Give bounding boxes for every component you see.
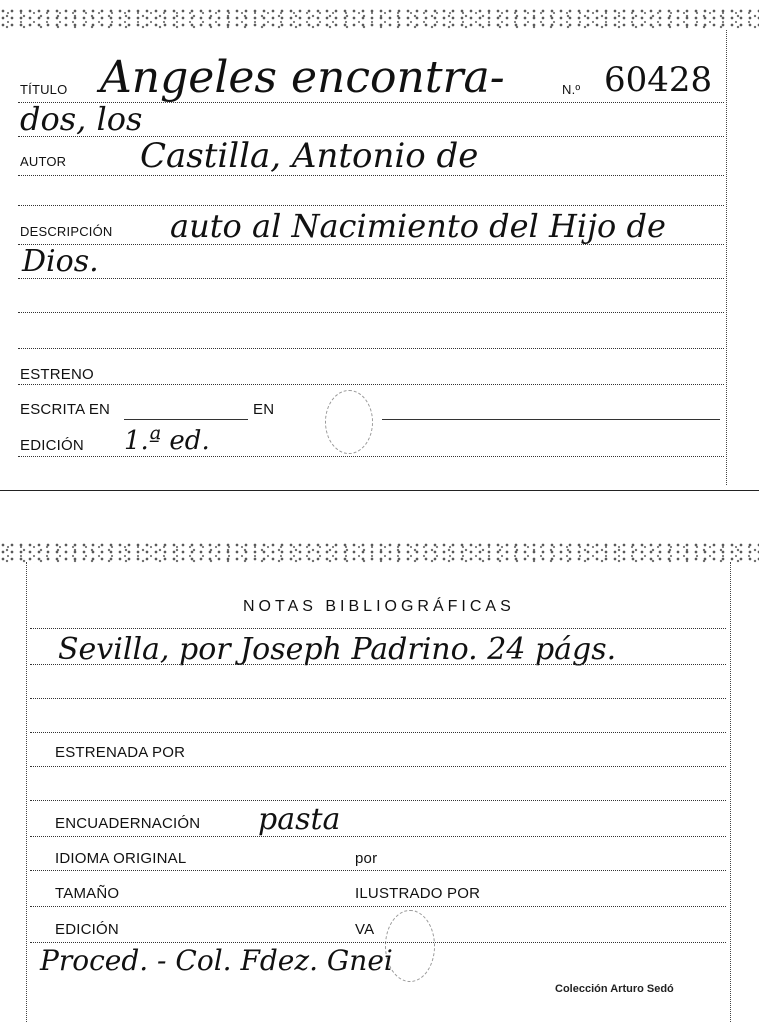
card-bottom-edge [0,490,759,491]
numero-label: N.º [562,82,581,97]
autor-value: Castilla, Antonio de [140,136,479,176]
encuadernacion-rule [30,836,726,837]
descripcion-label: DESCRIPCIÓN [20,224,113,239]
descripcion-value-line1: auto al Nacimiento del Hijo de [170,207,666,245]
autor-rule [18,175,724,176]
card-right-border [730,562,731,1022]
encuadernacion-value: pasta [258,802,341,837]
idioma-original-label: IDIOMA ORIGINAL [55,850,187,867]
edicion-value: 1.ª ed. [124,426,210,456]
valor-label: VA [355,921,375,938]
card-edge-speckle [0,542,759,564]
estrenada-por-label: ESTRENADA POR [55,744,186,761]
notas-rule-2 [30,664,726,665]
card-right-border [726,30,727,485]
edicion-rule [18,456,724,457]
ilustrado-por-label: ILUSTRADO POR [355,885,481,902]
notas-rule-4 [30,732,726,733]
estreno-rule [18,384,724,385]
descripcion-rule-2 [18,278,724,279]
card-left-border [26,562,27,1022]
estrenada-por-rule [30,766,726,767]
notas-rule-1 [30,628,726,629]
en-label: EN [253,401,275,418]
tamano-label: TAMAÑO [55,885,120,902]
punch-hole [325,390,373,454]
notas-heading: NOTAS BIBLIOGRÁFICAS [243,598,515,615]
notas-value-line1: Sevilla, por Joseph Padrino. 24 págs. [58,632,617,667]
encuadernacion-label: ENCUADERNACIÓN [55,815,201,832]
numero-value: 60428 [604,60,713,100]
escrita-en-rule [124,419,248,420]
blank-rule-2 [18,348,724,349]
procedencia-value: Proced. - Col. Fdez. Gnei [40,944,393,977]
tamano-rule [30,906,726,907]
descripcion-rule-3 [18,312,724,313]
escrita-en-label: ESCRITA EN [20,401,111,418]
descripcion-value-line2: Dios. [22,244,99,279]
card-edge-speckle [0,8,759,30]
en-rule [382,419,720,420]
edicion-label: EDICIÓN [55,921,119,938]
idioma-rule [30,870,726,871]
notas-rule-3 [30,698,726,699]
edicion-rule [30,942,726,943]
autor-label: AUTOR [20,154,67,169]
descripcion-rule-1 [18,244,724,245]
edicion-label: EDICIÓN [20,437,84,454]
catalog-card-bottom [0,540,759,1028]
por-label: por [355,850,378,867]
estreno-label: ESTRENO [20,366,94,383]
collection-credit: Colección Arturo Sedó [555,983,674,995]
titulo-label: TÍTULO [20,82,68,97]
catalog-card-top [0,0,759,495]
titulo-value-line1: Angeles encontra- [100,52,505,103]
blank-rule-1 [18,205,724,206]
blank-rule-3 [30,800,726,801]
titulo-value-line2: dos, los [20,100,143,138]
